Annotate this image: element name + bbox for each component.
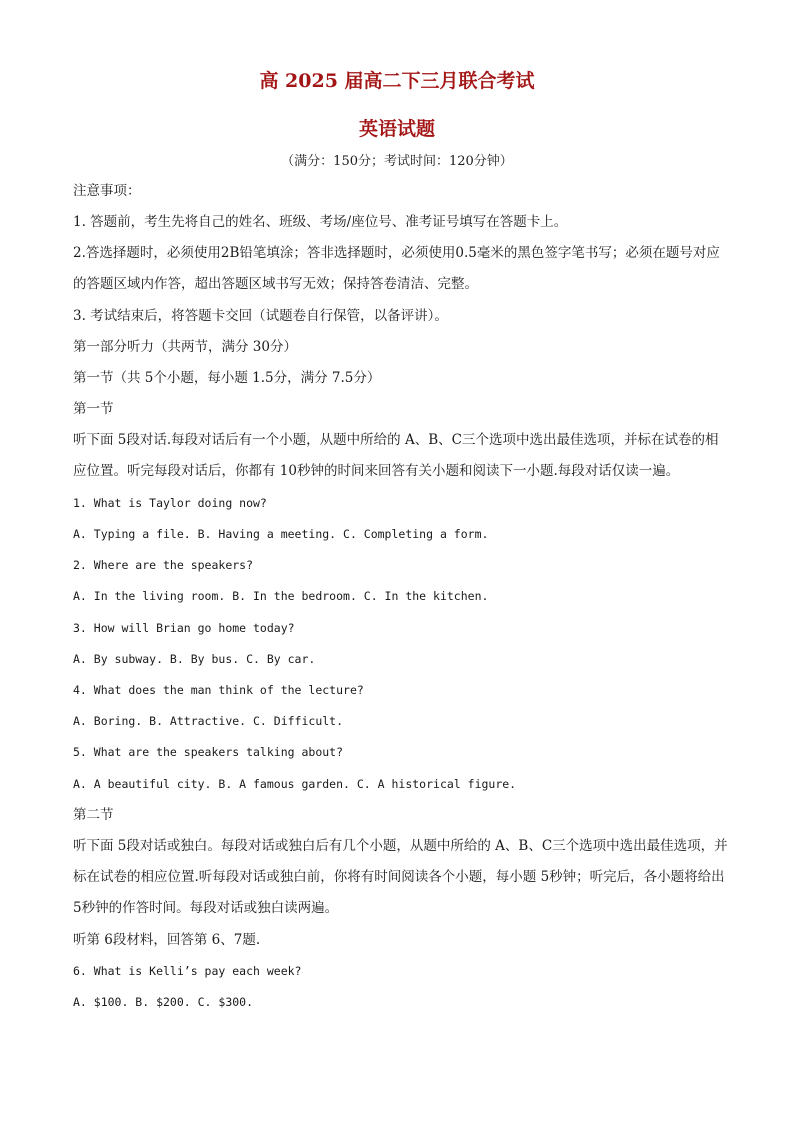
question-2-options: A. In the living room. B. In the bedroom. C. In the kitchen. <box>73 589 489 603</box>
part1-heading: 第一部分听力（共两节，满分 30分） <box>73 339 297 355</box>
exam-info: （满分：150分；考试时间：120分钟） <box>281 154 513 169</box>
section1-heading: 第一节（共 5个小题，每小题 1.5分，满分 7.5分） <box>73 370 381 386</box>
question-5-options: A. A beautiful city. B. A famous garden. C. A historical figure. <box>73 777 517 791</box>
question-4-options: A. Boring. B. Attractive. C. Difficult. <box>73 714 344 728</box>
note-item-1: 1. 答题前，考生先将自己的姓名、班级、考场/座位号、准考证号填写在答题卡上。 <box>73 214 568 230</box>
question-5: 5. What are the speakers talking about? <box>73 745 344 759</box>
question-6-options: A. $100. B. $200. C. $300. <box>73 995 254 1009</box>
section2-instructions: 听下面 5段对话或独白。每段对话或独白后有几个小题，从题中所给的 A、B、C三个选项中选出最佳选项，并标在试卷的相应位置.听每段对话或独白前，你将有时间阅读各个小题，每小题 5秒钟；听完后，各小题将给出 5秒钟的作答时间。每段对话或独白读两遍。 <box>73 838 728 916</box>
question-3: 3. How will Brian go home today? <box>73 621 295 635</box>
note-item-3: 3. 考试结束后，将答题卡交回（试题卷自行保管，以备评讲）。 <box>73 308 448 324</box>
question-6: 6. What is Kelli’s pay each week? <box>73 964 302 978</box>
section2-label: 第二节 <box>73 807 114 823</box>
exam-title: 高 2025 届高二下三月联合考试 <box>259 70 535 92</box>
material-6-instruction: 听第 6段材料，回答第 6、7题. <box>73 932 261 948</box>
section1-instructions: 听下面 5段对话.每段对话后有一个小题，从题中所给的 A、B、C三个选项中选出最佳选项，并标在试卷的相应位置。听完每段对话后，你都有 10秒钟的时间来回答有关小题和阅读下一小题.每段对话仅读一遍。 <box>73 432 719 479</box>
note-item-2: 2.答选择题时，必须使用2B铅笔填涂；答非选择题时，必须使用0.5毫米的黑色签字笔书写；必须在题号对应的答题区域内作答，超出答题区域书写无效；保持答卷清洁、完整。 <box>73 245 720 292</box>
question-2: 2. Where are the speakers? <box>73 558 254 572</box>
question-4: 4. What does the man think of the lecture? <box>73 683 364 697</box>
notes-heading: 注意事项： <box>73 183 141 199</box>
question-3-options: A. By subway. B. By bus. C. By car. <box>73 652 316 666</box>
question-1-options: A. Typing a file. B. Having a meeting. C. Completing a form. <box>73 527 489 541</box>
subject-title: 英语试题 <box>358 118 435 140</box>
section1-label: 第一节 <box>73 401 114 417</box>
question-1: 1. What is Taylor doing now? <box>73 496 267 510</box>
